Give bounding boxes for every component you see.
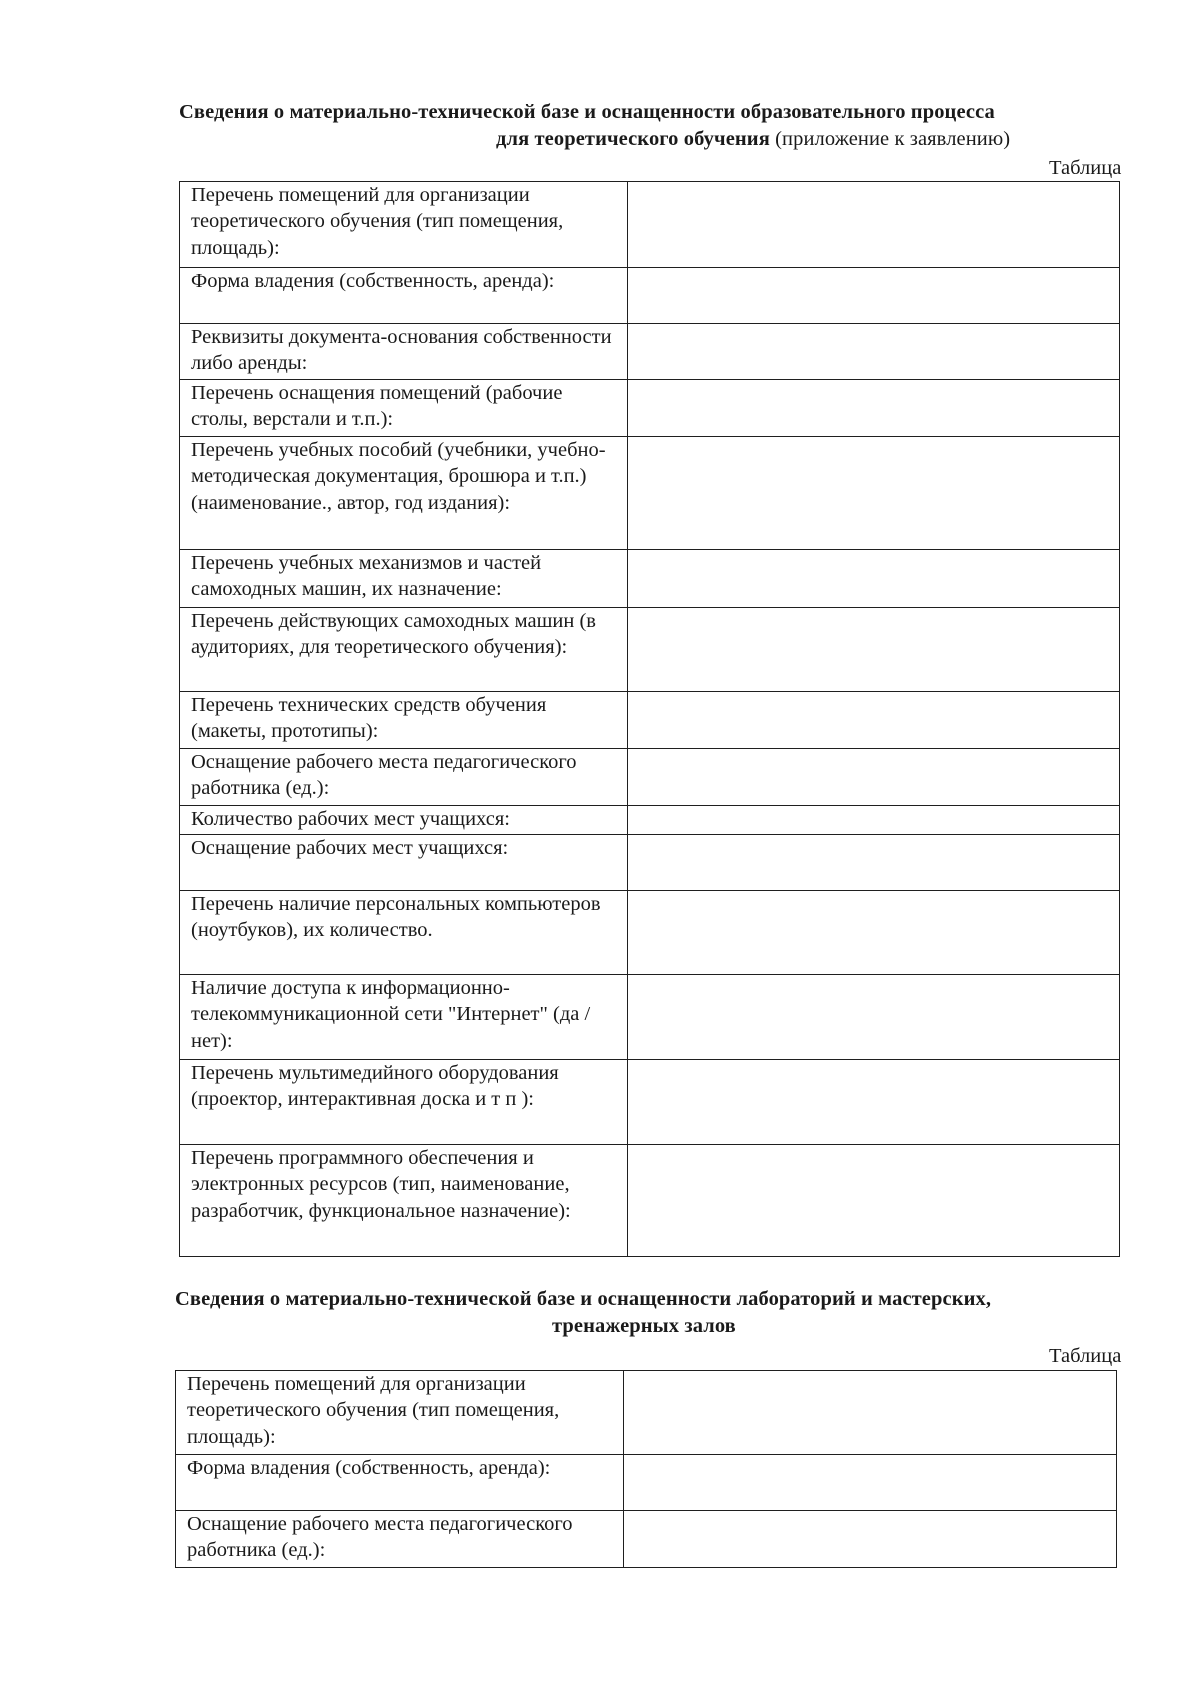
table-row (180, 1060, 1120, 1145)
row-label: Оснащение рабочего места педагогического работника (ед.): (180, 749, 628, 806)
row-value-cell[interactable] (628, 692, 1120, 749)
table-row (180, 608, 1120, 692)
section1-table-label: Таблица (1049, 157, 1122, 179)
row-label: Реквизиты документа-основания собственности либо аренды: (180, 324, 628, 380)
row-value-cell[interactable] (628, 380, 1120, 437)
row-label: Перечень действующих самоходных машин (в аудиториях, для теоретического обучения): (180, 608, 628, 692)
section1-heading-line2 (496, 126, 1010, 153)
table-row (176, 1455, 1117, 1511)
row-value-cell[interactable] (624, 1371, 1117, 1455)
table-row (180, 749, 1120, 806)
table-row (180, 324, 1120, 380)
table-row (180, 692, 1120, 749)
table-row (180, 806, 1120, 835)
section2-table (175, 1370, 1117, 1568)
section2-table-label: Таблица (1049, 1345, 1122, 1367)
row-label: Перечень мультимедийного оборудования (проектор, интерактивная доска и т п ): (180, 1060, 628, 1145)
table-row (180, 835, 1120, 891)
row-value-cell[interactable] (628, 891, 1120, 975)
row-label: Перечень программного обеспечения и электронных ресурсов (тип, наименование, разработчик, функциональное назначение): (180, 1145, 628, 1257)
row-value-cell[interactable] (624, 1511, 1117, 1568)
row-value-cell[interactable] (628, 806, 1120, 835)
row-value-cell[interactable] (628, 268, 1120, 324)
row-value-cell[interactable] (628, 437, 1120, 550)
row-label: Форма владения (собственность, аренда): (180, 268, 628, 324)
table-row (180, 1145, 1120, 1257)
row-label: Перечень учебных механизмов и частей самоходных машин, их назначение: (180, 550, 628, 608)
table-row (180, 268, 1120, 324)
row-value-cell[interactable] (624, 1455, 1117, 1511)
row-value-cell[interactable] (628, 1060, 1120, 1145)
section2-heading-line1: Сведения о материально-технической базе и оснащенности лабораторий и мастерских, (175, 1288, 992, 1310)
row-label: Перечень учебных пособий (учебники, учебно-методическая документация, брошюра и т.п.) (наименование., автор, год издания): (180, 437, 628, 550)
row-value-cell[interactable] (628, 749, 1120, 806)
table-row (180, 891, 1120, 975)
section1-heading-line2-normal: (приложение к заявлению) (769, 128, 1011, 150)
row-value-cell[interactable] (628, 1145, 1120, 1257)
row-label: Перечень наличие персональных компьютеров (ноутбуков), их количество. (180, 891, 628, 975)
row-value-cell[interactable] (628, 835, 1120, 891)
table-row (176, 1371, 1117, 1455)
table-row (180, 975, 1120, 1060)
row-value-cell[interactable] (628, 182, 1120, 268)
section1-heading-line2-bold: для теоретического обучения (496, 128, 770, 150)
table-row (180, 182, 1120, 268)
row-label: Перечень помещений для организации теоретического обучения (тип помещения, площадь): (176, 1371, 624, 1455)
table-row (180, 437, 1120, 550)
table-row (180, 550, 1120, 608)
row-label: Оснащение рабочего места педагогического работника (ед.): (176, 1511, 624, 1568)
section2-heading-line2: тренажерных залов (552, 1315, 736, 1337)
row-value-cell[interactable] (628, 608, 1120, 692)
table-row (176, 1511, 1117, 1568)
row-value-cell[interactable] (628, 324, 1120, 380)
row-value-cell[interactable] (628, 550, 1120, 608)
row-label: Перечень помещений для организации теоретического обучения (тип помещения, площадь): (180, 182, 628, 268)
row-value-cell[interactable] (628, 975, 1120, 1060)
row-label: Перечень оснащения помещений (рабочие столы, верстали и т.п.): (180, 380, 628, 437)
row-label: Оснащение рабочих мест учащихся: (180, 835, 628, 891)
section1-table (179, 181, 1120, 1257)
row-label: Количество рабочих мест учащихся: (180, 806, 628, 835)
row-label: Наличие доступа к информационно-телекоммуникационной сети "Интернет" (да /нет): (180, 975, 628, 1060)
table-row (180, 380, 1120, 437)
row-label: Форма владения (собственность, аренда): (176, 1455, 624, 1511)
row-label: Перечень технических средств обучения (макеты, прототипы): (180, 692, 628, 749)
section1-heading-line1: Сведения о материально-технической базе и оснащенности образовательного процесса (179, 101, 995, 123)
